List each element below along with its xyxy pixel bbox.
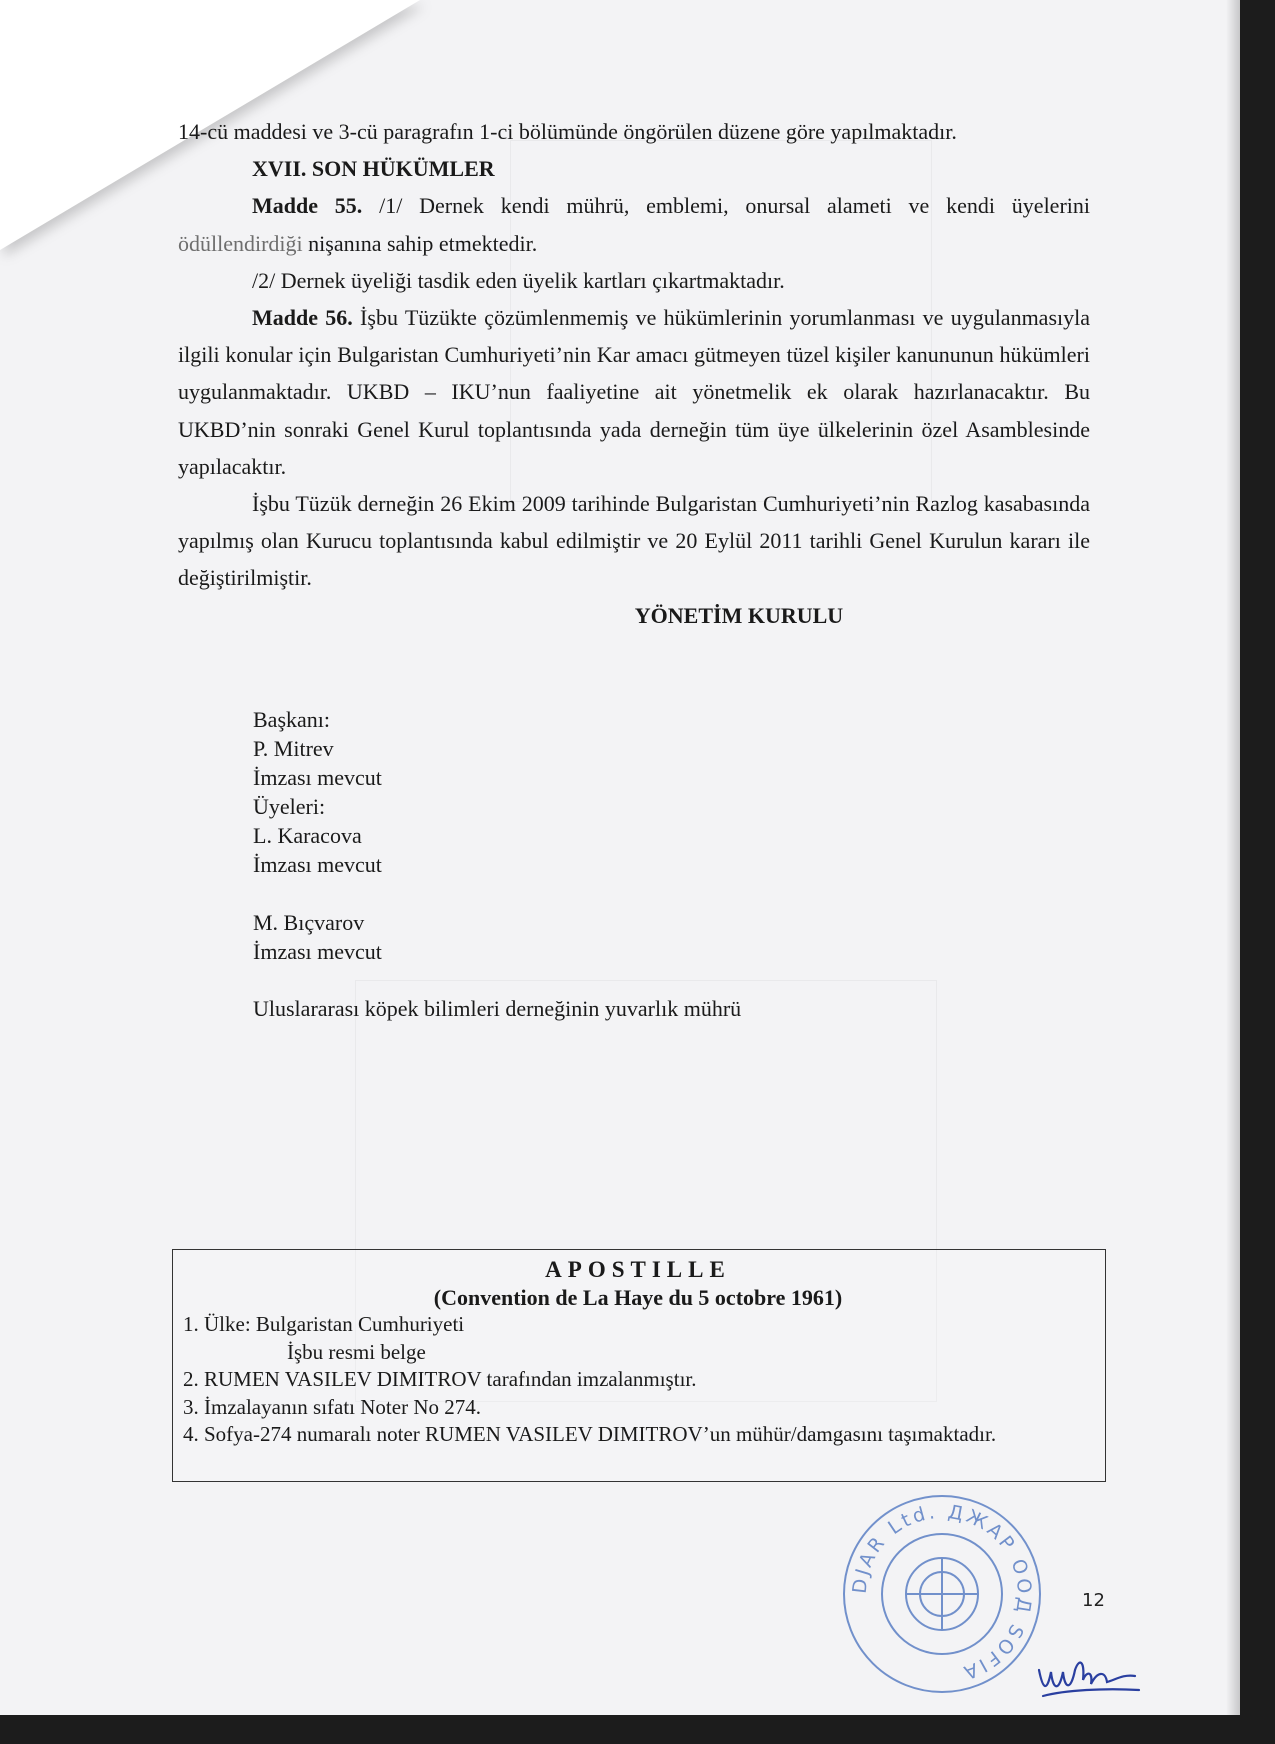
section-heading: XVII. SON HÜKÜMLER xyxy=(252,156,495,182)
apostille-subtitle: (Convention de La Haye du 5 octobre 1961) xyxy=(433,1284,843,1310)
article-56-text: İşbu Tüzükte çözümlenmemiş ve hükümlerinin yorumlanması ve uygulanmasıyla ilgili konular için Bulgaristan Cumhuriyeti’nin Kar amacı gütmeyen tüzel kişiler kanununun hükümleri uygulanmaktadır. UKBD – IKU’nun faaliyetine ait yönetmelik ek olarak hazırlanacaktır. Bu UKBD’nin sonraki Genel Kurul toplantısında yada derneğin tüm üye ülkelerinin özel Asamblesinde yapılacaktır. xyxy=(178,305,1090,479)
page-edge-shadow xyxy=(1226,0,1240,1715)
apostille-title: APOSTILLE xyxy=(545,1257,731,1282)
article-56-paragraph xyxy=(178,299,1090,485)
article-55-label: Madde 55. xyxy=(252,193,363,219)
final-paragraph: İşbu Tüzük derneğin 26 Ekim 2009 tarihinde Bulgaristan Cumhuriyeti’nin Razlog kasabasında yapılmış olan Kurucu toplantısında kabul edilmiştir ve 20 Eylül 2011 tarihli Genel Kurulun kararı ile değiştirilmiştir. xyxy=(178,491,1090,591)
signature-line: İmzası mevcut xyxy=(253,765,382,790)
round-stamp-icon xyxy=(836,1488,1048,1700)
apostille-item-3: 3. İmzalayanın sıfatı Noter No 274. xyxy=(183,1394,481,1419)
handwritten-signature xyxy=(1035,1650,1145,1710)
apostille-item-4: 4. Sofya-274 numaralı noter RUMEN VASILEV DIMITROV’un mühür/damgasını taşımaktadır. xyxy=(183,1422,997,1446)
article-55-faded-word: ödüllendirdiği xyxy=(178,230,303,256)
article-55-rest: nişanına sahip etmektedir. xyxy=(302,230,538,256)
seal-note: Uluslararası köpek bilimleri derneğinin yuvarlık mührü xyxy=(253,996,742,1021)
paragraph-intro: 14-cü maddesi ve 3-cü paragrafın 1-ci bölümünde öngörülen düzene göre yapılmaktadır. xyxy=(178,119,957,144)
signature-line: Başkanı: xyxy=(253,707,330,732)
apostille-item-1b: İşbu resmi belge xyxy=(287,1339,426,1364)
board-title: YÖNETİM KURULU xyxy=(634,602,844,628)
board-signatures xyxy=(253,705,853,1023)
apostille-item-1: 1. Ülke: Bulgaristan Cumhuriyeti xyxy=(183,1312,465,1336)
page-number: 12 xyxy=(1082,1590,1105,1611)
apostille-item-2: 2. RUMEN VASILEV DIMITROV tarafından imzalanmıştır. xyxy=(183,1367,697,1391)
signature-line: M. Bıçvarov xyxy=(253,910,365,935)
signature-line: İmzası mevcut xyxy=(253,852,382,877)
spacer xyxy=(253,879,853,908)
apostille-box xyxy=(172,1249,1106,1482)
signature-line: P. Mitrev xyxy=(253,736,334,761)
article-55-clause-2: /2/ Dernek üyeliği tasdik eden üyelik kartları çıkartmaktadır. xyxy=(252,267,785,293)
article-55-paragraph xyxy=(178,187,1090,261)
article-56-label: Madde 56. xyxy=(252,305,353,331)
svg-text:DJAR Ltd. ДЖАР ООД SOFIA: DJAR Ltd. ДЖАР ООД SOFIA xyxy=(848,1500,1036,1685)
signature-line: İmzası mevcut xyxy=(253,939,382,964)
signature-line: L. Karacova xyxy=(253,823,362,848)
article-55-text: /1/ Dernek kendi mührü, emblemi, onursal alameti ve kendi üyelerini xyxy=(362,193,1090,219)
signature-line: Üyeleri: xyxy=(253,794,326,819)
body-text xyxy=(178,113,1090,634)
